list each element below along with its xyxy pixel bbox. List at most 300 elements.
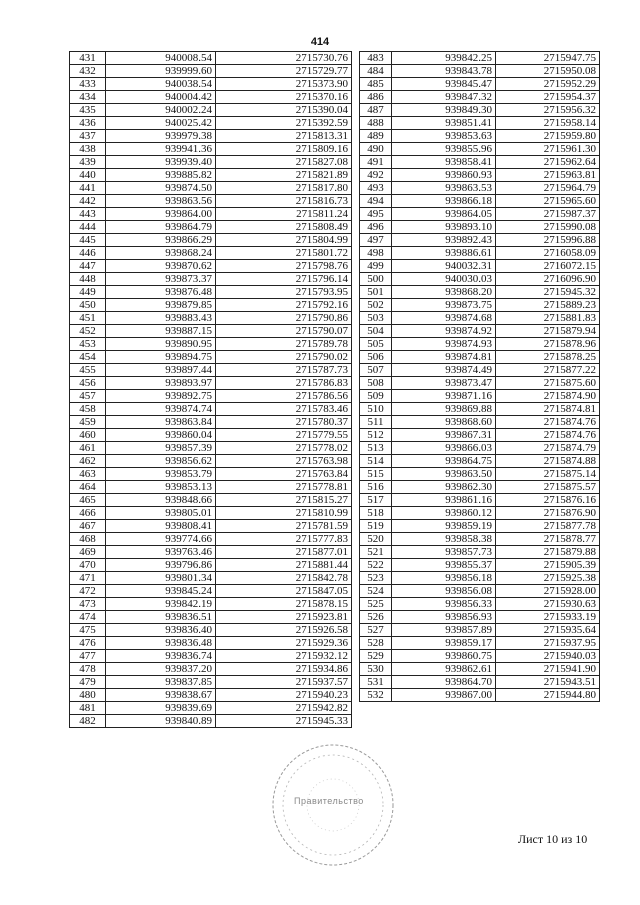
table-row — [70, 494, 352, 507]
point-number-cell: 461 — [70, 442, 106, 455]
x-coordinate-cell: 939893.10 — [392, 221, 496, 234]
point-number-cell: 522 — [360, 559, 392, 572]
y-coordinate-cell: 2715964.79 — [496, 182, 600, 195]
point-number-cell: 521 — [360, 546, 392, 559]
table-row — [70, 351, 352, 364]
table-row — [70, 702, 352, 715]
table-row — [360, 156, 600, 169]
point-number-cell: 484 — [360, 65, 392, 78]
point-number-cell: 438 — [70, 143, 106, 156]
y-coordinate-cell: 2715889.23 — [496, 299, 600, 312]
y-coordinate-cell: 2715817.80 — [216, 182, 352, 195]
y-coordinate-cell: 2715878.25 — [496, 351, 600, 364]
y-coordinate-cell: 2715956.32 — [496, 104, 600, 117]
table-row — [360, 260, 600, 273]
table-row — [70, 247, 352, 260]
y-coordinate-cell: 2715874.79 — [496, 442, 600, 455]
x-coordinate-cell: 939774.66 — [106, 533, 216, 546]
table-row — [70, 221, 352, 234]
table-row — [360, 663, 600, 676]
point-number-cell: 519 — [360, 520, 392, 533]
x-coordinate-cell: 939860.04 — [106, 429, 216, 442]
table-row — [360, 351, 600, 364]
stamp-text: Правительство — [294, 796, 364, 806]
table-row — [70, 481, 352, 494]
point-number-cell: 494 — [360, 195, 392, 208]
y-coordinate-cell: 2715990.08 — [496, 221, 600, 234]
y-coordinate-cell: 2715804.99 — [216, 234, 352, 247]
y-coordinate-cell: 2715959.80 — [496, 130, 600, 143]
table-row — [70, 403, 352, 416]
table-row — [70, 611, 352, 624]
point-number-cell: 457 — [70, 390, 106, 403]
point-number-cell: 483 — [360, 52, 392, 65]
table-row — [360, 520, 600, 533]
table-row — [360, 468, 600, 481]
table-row — [70, 117, 352, 130]
y-coordinate-cell: 2715821.89 — [216, 169, 352, 182]
x-coordinate-cell: 939856.18 — [392, 572, 496, 585]
table-row — [360, 572, 600, 585]
x-coordinate-cell: 939871.16 — [392, 390, 496, 403]
table-row — [70, 52, 352, 65]
table-row — [360, 143, 600, 156]
table-row — [360, 195, 600, 208]
table-row — [70, 650, 352, 663]
coordinates-table-right — [359, 51, 600, 702]
y-coordinate-cell: 2715874.76 — [496, 416, 600, 429]
table-row — [70, 429, 352, 442]
y-coordinate-cell: 2715783.46 — [216, 403, 352, 416]
table-row — [70, 676, 352, 689]
x-coordinate-cell: 939851.41 — [392, 117, 496, 130]
y-coordinate-cell: 2715925.38 — [496, 572, 600, 585]
x-coordinate-cell: 939837.20 — [106, 663, 216, 676]
point-number-cell: 479 — [70, 676, 106, 689]
y-coordinate-cell: 2715777.83 — [216, 533, 352, 546]
y-coordinate-cell: 2715929.36 — [216, 637, 352, 650]
x-coordinate-cell: 939867.31 — [392, 429, 496, 442]
x-coordinate-cell: 939868.60 — [392, 416, 496, 429]
x-coordinate-cell: 939857.73 — [392, 546, 496, 559]
table-row — [360, 637, 600, 650]
point-number-cell: 448 — [70, 273, 106, 286]
x-coordinate-cell: 939862.30 — [392, 481, 496, 494]
table-row — [360, 312, 600, 325]
point-number-cell: 520 — [360, 533, 392, 546]
y-coordinate-cell: 2715874.81 — [496, 403, 600, 416]
point-number-cell: 444 — [70, 221, 106, 234]
point-number-cell: 528 — [360, 637, 392, 650]
x-coordinate-cell: 939862.61 — [392, 663, 496, 676]
table-row — [360, 130, 600, 143]
x-coordinate-cell: 940032.31 — [392, 260, 496, 273]
x-coordinate-cell: 939863.50 — [392, 468, 496, 481]
y-coordinate-cell: 2715810.99 — [216, 507, 352, 520]
point-number-cell: 442 — [70, 195, 106, 208]
point-number-cell: 473 — [70, 598, 106, 611]
point-number-cell: 441 — [70, 182, 106, 195]
point-number-cell: 495 — [360, 208, 392, 221]
y-coordinate-cell: 2715996.88 — [496, 234, 600, 247]
x-coordinate-cell: 939857.39 — [106, 442, 216, 455]
table-row — [360, 117, 600, 130]
sheet-label: Лист 10 из 10 — [518, 832, 588, 846]
table-row — [360, 559, 600, 572]
x-coordinate-cell: 939836.74 — [106, 650, 216, 663]
table-row — [70, 299, 352, 312]
x-coordinate-cell: 939801.34 — [106, 572, 216, 585]
x-coordinate-cell: 939805.01 — [106, 507, 216, 520]
y-coordinate-cell: 2715786.56 — [216, 390, 352, 403]
table-row — [360, 676, 600, 689]
y-coordinate-cell: 2715798.76 — [216, 260, 352, 273]
point-number-cell: 433 — [70, 78, 106, 91]
x-coordinate-cell: 939893.97 — [106, 377, 216, 390]
table-row — [70, 273, 352, 286]
table-row — [360, 208, 600, 221]
table-row — [70, 455, 352, 468]
y-coordinate-cell: 2715392.59 — [216, 117, 352, 130]
point-number-cell: 501 — [360, 286, 392, 299]
point-number-cell: 446 — [70, 247, 106, 260]
y-coordinate-cell: 2715827.08 — [216, 156, 352, 169]
x-coordinate-cell: 939839.69 — [106, 702, 216, 715]
x-coordinate-cell: 939857.89 — [392, 624, 496, 637]
y-coordinate-cell: 2715763.98 — [216, 455, 352, 468]
table-row — [360, 507, 600, 520]
point-number-cell: 476 — [70, 637, 106, 650]
x-coordinate-cell: 940030.03 — [392, 273, 496, 286]
table-row — [70, 338, 352, 351]
y-coordinate-cell: 2715874.76 — [496, 429, 600, 442]
point-number-cell: 500 — [360, 273, 392, 286]
table-row — [70, 364, 352, 377]
point-number-cell: 454 — [70, 351, 106, 364]
x-coordinate-cell: 939870.62 — [106, 260, 216, 273]
point-number-cell: 486 — [360, 91, 392, 104]
y-coordinate-cell: 2715954.37 — [496, 91, 600, 104]
y-coordinate-cell: 2715793.95 — [216, 286, 352, 299]
point-number-cell: 443 — [70, 208, 106, 221]
y-coordinate-cell: 2715808.49 — [216, 221, 352, 234]
point-number-cell: 507 — [360, 364, 392, 377]
x-coordinate-cell: 939858.41 — [392, 156, 496, 169]
coordinates-table-left-body — [70, 52, 352, 728]
point-number-cell: 469 — [70, 546, 106, 559]
y-coordinate-cell: 2716072.15 — [496, 260, 600, 273]
y-coordinate-cell: 2715875.57 — [496, 481, 600, 494]
y-coordinate-cell: 2715787.73 — [216, 364, 352, 377]
y-coordinate-cell: 2715781.59 — [216, 520, 352, 533]
y-coordinate-cell: 2715945.33 — [216, 715, 352, 728]
y-coordinate-cell: 2715987.37 — [496, 208, 600, 221]
x-coordinate-cell: 939866.03 — [392, 442, 496, 455]
table-row — [360, 494, 600, 507]
x-coordinate-cell: 939941.36 — [106, 143, 216, 156]
table-row — [70, 715, 352, 728]
point-number-cell: 499 — [360, 260, 392, 273]
point-number-cell: 465 — [70, 494, 106, 507]
table-row — [70, 234, 352, 247]
x-coordinate-cell: 939874.81 — [392, 351, 496, 364]
table-row — [70, 533, 352, 546]
y-coordinate-cell: 2715779.55 — [216, 429, 352, 442]
point-number-cell: 464 — [70, 481, 106, 494]
y-coordinate-cell: 2715935.64 — [496, 624, 600, 637]
point-number-cell: 436 — [70, 117, 106, 130]
x-coordinate-cell: 939863.84 — [106, 416, 216, 429]
x-coordinate-cell: 939853.79 — [106, 468, 216, 481]
x-coordinate-cell: 939873.75 — [392, 299, 496, 312]
table-row — [70, 507, 352, 520]
x-coordinate-cell: 939847.32 — [392, 91, 496, 104]
point-number-cell: 498 — [360, 247, 392, 260]
y-coordinate-cell: 2715789.78 — [216, 338, 352, 351]
point-number-cell: 524 — [360, 585, 392, 598]
point-number-cell: 434 — [70, 91, 106, 104]
table-row — [70, 156, 352, 169]
point-number-cell: 471 — [70, 572, 106, 585]
table-row — [360, 65, 600, 78]
y-coordinate-cell: 2715790.07 — [216, 325, 352, 338]
x-coordinate-cell: 939874.50 — [106, 182, 216, 195]
point-number-cell: 530 — [360, 663, 392, 676]
x-coordinate-cell: 939840.89 — [106, 715, 216, 728]
x-coordinate-cell: 939874.74 — [106, 403, 216, 416]
x-coordinate-cell: 939842.19 — [106, 598, 216, 611]
x-coordinate-cell: 939856.08 — [392, 585, 496, 598]
point-number-cell: 525 — [360, 598, 392, 611]
x-coordinate-cell: 939863.56 — [106, 195, 216, 208]
y-coordinate-cell: 2715926.58 — [216, 624, 352, 637]
point-number-cell: 478 — [70, 663, 106, 676]
table-row — [70, 208, 352, 221]
y-coordinate-cell: 2715877.22 — [496, 364, 600, 377]
point-number-cell: 513 — [360, 442, 392, 455]
point-number-cell: 445 — [70, 234, 106, 247]
x-coordinate-cell: 939842.25 — [392, 52, 496, 65]
point-number-cell: 508 — [360, 377, 392, 390]
point-number-cell: 515 — [360, 468, 392, 481]
table-row — [70, 286, 352, 299]
table-row — [360, 689, 600, 702]
y-coordinate-cell: 2715816.73 — [216, 195, 352, 208]
y-coordinate-cell: 2715933.19 — [496, 611, 600, 624]
point-number-cell: 523 — [360, 572, 392, 585]
table-row — [360, 377, 600, 390]
table-row — [360, 455, 600, 468]
point-number-cell: 516 — [360, 481, 392, 494]
point-number-cell: 497 — [360, 234, 392, 247]
y-coordinate-cell: 2715923.81 — [216, 611, 352, 624]
table-row — [70, 559, 352, 572]
y-coordinate-cell: 2715847.05 — [216, 585, 352, 598]
table-row — [70, 663, 352, 676]
y-coordinate-cell: 2715809.16 — [216, 143, 352, 156]
point-number-cell: 527 — [360, 624, 392, 637]
point-number-cell: 512 — [360, 429, 392, 442]
table-row — [360, 403, 600, 416]
point-number-cell: 472 — [70, 585, 106, 598]
point-number-cell: 440 — [70, 169, 106, 182]
y-coordinate-cell: 2715878.77 — [496, 533, 600, 546]
y-coordinate-cell: 2715815.27 — [216, 494, 352, 507]
x-coordinate-cell: 939890.95 — [106, 338, 216, 351]
coordinates-table-right-body — [360, 52, 600, 702]
point-number-cell: 449 — [70, 286, 106, 299]
x-coordinate-cell: 939856.62 — [106, 455, 216, 468]
y-coordinate-cell: 2715943.51 — [496, 676, 600, 689]
y-coordinate-cell: 2715965.60 — [496, 195, 600, 208]
x-coordinate-cell: 939894.75 — [106, 351, 216, 364]
point-number-cell: 511 — [360, 416, 392, 429]
x-coordinate-cell: 939885.82 — [106, 169, 216, 182]
y-coordinate-cell: 2715877.01 — [216, 546, 352, 559]
x-coordinate-cell: 940008.54 — [106, 52, 216, 65]
point-number-cell: 432 — [70, 65, 106, 78]
table-row — [70, 143, 352, 156]
y-coordinate-cell: 2715963.81 — [496, 169, 600, 182]
x-coordinate-cell: 939892.43 — [392, 234, 496, 247]
y-coordinate-cell: 2715373.90 — [216, 78, 352, 91]
x-coordinate-cell: 939866.29 — [106, 234, 216, 247]
table-row — [360, 234, 600, 247]
x-coordinate-cell: 939848.66 — [106, 494, 216, 507]
y-coordinate-cell: 2715875.60 — [496, 377, 600, 390]
point-number-cell: 506 — [360, 351, 392, 364]
y-coordinate-cell: 2715790.02 — [216, 351, 352, 364]
x-coordinate-cell: 939868.24 — [106, 247, 216, 260]
x-coordinate-cell: 939886.61 — [392, 247, 496, 260]
table-row — [360, 585, 600, 598]
x-coordinate-cell: 939860.93 — [392, 169, 496, 182]
table-row — [360, 182, 600, 195]
x-coordinate-cell: 939796.86 — [106, 559, 216, 572]
point-number-cell: 451 — [70, 312, 106, 325]
table-row — [360, 611, 600, 624]
x-coordinate-cell: 939979.38 — [106, 130, 216, 143]
y-coordinate-cell: 2715952.29 — [496, 78, 600, 91]
x-coordinate-cell: 939869.88 — [392, 403, 496, 416]
y-coordinate-cell: 2715928.00 — [496, 585, 600, 598]
table-row — [360, 91, 600, 104]
x-coordinate-cell: 939855.37 — [392, 559, 496, 572]
point-number-cell: 477 — [70, 650, 106, 663]
table-row — [360, 624, 600, 637]
y-coordinate-cell: 2715930.63 — [496, 598, 600, 611]
table-row — [360, 416, 600, 429]
table-row — [360, 169, 600, 182]
y-coordinate-cell: 2715881.83 — [496, 312, 600, 325]
x-coordinate-cell: 939808.41 — [106, 520, 216, 533]
y-coordinate-cell: 2715932.12 — [216, 650, 352, 663]
point-number-cell: 518 — [360, 507, 392, 520]
x-coordinate-cell: 939864.75 — [392, 455, 496, 468]
y-coordinate-cell: 2715813.31 — [216, 130, 352, 143]
x-coordinate-cell: 939897.44 — [106, 364, 216, 377]
table-row — [360, 364, 600, 377]
x-coordinate-cell: 939873.37 — [106, 273, 216, 286]
y-coordinate-cell: 2715780.37 — [216, 416, 352, 429]
y-coordinate-cell: 2715962.64 — [496, 156, 600, 169]
point-number-cell: 514 — [360, 455, 392, 468]
y-coordinate-cell: 2715778.81 — [216, 481, 352, 494]
y-coordinate-cell: 2715941.90 — [496, 663, 600, 676]
x-coordinate-cell: 939864.70 — [392, 676, 496, 689]
point-number-cell: 509 — [360, 390, 392, 403]
y-coordinate-cell: 2715879.94 — [496, 325, 600, 338]
table-row — [360, 338, 600, 351]
point-number-cell: 447 — [70, 260, 106, 273]
point-number-cell: 517 — [360, 494, 392, 507]
x-coordinate-cell: 939836.48 — [106, 637, 216, 650]
point-number-cell: 492 — [360, 169, 392, 182]
y-coordinate-cell: 2715879.88 — [496, 546, 600, 559]
point-number-cell: 531 — [360, 676, 392, 689]
table-row — [70, 416, 352, 429]
x-coordinate-cell: 939843.78 — [392, 65, 496, 78]
table-row — [70, 598, 352, 611]
table-row — [70, 78, 352, 91]
y-coordinate-cell: 2715937.95 — [496, 637, 600, 650]
y-coordinate-cell: 2715881.44 — [216, 559, 352, 572]
x-coordinate-cell: 940004.42 — [106, 91, 216, 104]
y-coordinate-cell: 2715390.04 — [216, 104, 352, 117]
y-coordinate-cell: 2715370.16 — [216, 91, 352, 104]
point-number-cell: 504 — [360, 325, 392, 338]
table-row — [360, 286, 600, 299]
table-row — [70, 195, 352, 208]
point-number-cell: 456 — [70, 377, 106, 390]
table-row — [360, 104, 600, 117]
table-row — [360, 299, 600, 312]
y-coordinate-cell: 2716096.90 — [496, 273, 600, 286]
point-number-cell: 485 — [360, 78, 392, 91]
table-row — [70, 312, 352, 325]
x-coordinate-cell: 939883.43 — [106, 312, 216, 325]
y-coordinate-cell: 2715940.03 — [496, 650, 600, 663]
y-coordinate-cell: 2716058.09 — [496, 247, 600, 260]
x-coordinate-cell: 939858.38 — [392, 533, 496, 546]
x-coordinate-cell: 939866.18 — [392, 195, 496, 208]
x-coordinate-cell: 940025.42 — [106, 117, 216, 130]
x-coordinate-cell: 939836.51 — [106, 611, 216, 624]
point-number-cell: 480 — [70, 689, 106, 702]
x-coordinate-cell: 939868.20 — [392, 286, 496, 299]
table-row — [70, 442, 352, 455]
point-number-cell: 489 — [360, 130, 392, 143]
table-row — [70, 637, 352, 650]
point-number-cell: 467 — [70, 520, 106, 533]
y-coordinate-cell: 2715950.08 — [496, 65, 600, 78]
x-coordinate-cell: 939856.33 — [392, 598, 496, 611]
point-number-cell: 482 — [70, 715, 106, 728]
x-coordinate-cell: 939837.85 — [106, 676, 216, 689]
x-coordinate-cell: 940002.24 — [106, 104, 216, 117]
x-coordinate-cell: 939845.24 — [106, 585, 216, 598]
y-coordinate-cell: 2715961.30 — [496, 143, 600, 156]
table-row — [360, 442, 600, 455]
y-coordinate-cell: 2715874.90 — [496, 390, 600, 403]
x-coordinate-cell: 939763.46 — [106, 546, 216, 559]
y-coordinate-cell: 2715934.86 — [216, 663, 352, 676]
point-number-cell: 470 — [70, 559, 106, 572]
point-number-cell: 532 — [360, 689, 392, 702]
point-number-cell: 510 — [360, 403, 392, 416]
table-row — [360, 78, 600, 91]
y-coordinate-cell: 2715878.15 — [216, 598, 352, 611]
